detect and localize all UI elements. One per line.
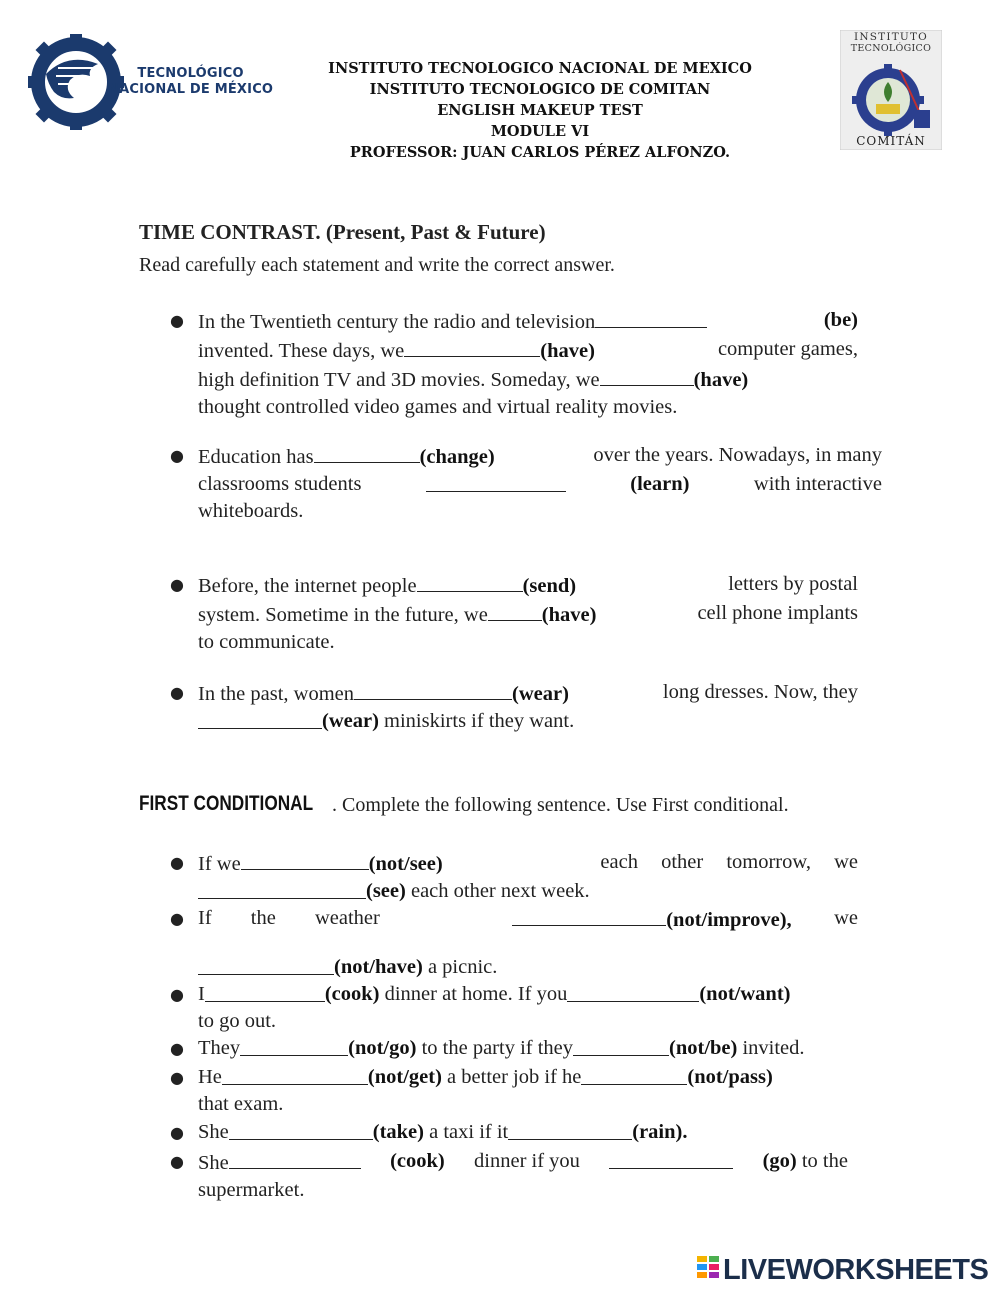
answer-blank[interactable] <box>241 849 369 870</box>
itc-logo-top-text: INSTITUTO TECNOLÓGICO <box>850 31 932 54</box>
answer-blank[interactable] <box>240 1035 348 1056</box>
list-item: ● They (not/go) to the party if they (not/be) invited. <box>198 1035 898 1062</box>
answer-blank[interactable] <box>417 571 523 592</box>
itc-logo-bottom-text: COMITÁN <box>856 134 926 148</box>
list-item: ● Education has (change) over the years. Nowadays, in many classrooms students (learn) with interactive whiteboards. <box>170 444 882 522</box>
header-line-test: ENGLISH MAKEUP TEST <box>437 102 643 119</box>
section-instruction: Read carefully each statement and write the correct answer. <box>139 254 615 276</box>
answer-blank[interactable] <box>609 1148 733 1169</box>
list-item: ● Before, the internet people (send) letters by postal system. Sometime in the future, we (have) cell phone implants to communicate. <box>170 573 858 653</box>
list-item: ● In the Twentieth century the radio and television (be) invented. These days, we (have) computer games, high definition TV and 3D movies. Someday, we (have) thought controlled video games and virtual reality movies. <box>170 309 858 418</box>
answer-blank[interactable] <box>512 905 666 926</box>
liveworksheets-icon <box>697 1256 721 1284</box>
answer-blank[interactable] <box>314 442 420 463</box>
answer-blank[interactable] <box>404 336 540 357</box>
answer-blank[interactable] <box>595 307 707 328</box>
liveworksheets-brand: LIVEWORKSHEETS <box>723 1253 989 1286</box>
answer-blank[interactable] <box>508 1119 632 1140</box>
bullet-icon: ● <box>170 446 184 465</box>
list-item: ● She (take) a taxi if it (rain). <box>198 1119 858 1146</box>
answer-blank[interactable] <box>354 679 512 700</box>
bullet-icon: ● <box>170 1123 184 1142</box>
section-title-time-contrast: TIME CONTRAST. (Present, Past & Future) <box>139 220 546 244</box>
bullet-icon: ● <box>170 683 184 702</box>
section-heading-first-conditional <box>139 792 789 817</box>
list-item: ● If the weather (not/improve), we (not/have) a picnic. <box>170 907 858 978</box>
answer-blank[interactable] <box>222 1064 368 1085</box>
answer-blank[interactable] <box>229 1148 361 1169</box>
answer-blank[interactable] <box>567 981 699 1002</box>
header-line-module: MODULE VI <box>490 123 590 140</box>
answer-blank[interactable] <box>198 954 334 975</box>
list-item: ● He (not/get) a better job if he (not/pass) that exam. <box>170 1066 773 1115</box>
list-item: ● If we (not/see) each other tomorrow, we (see) each other next week. <box>170 851 858 902</box>
answer-blank[interactable] <box>229 1119 373 1140</box>
answer-blank[interactable] <box>573 1035 669 1056</box>
answer-blank[interactable] <box>488 600 542 621</box>
bullet-icon: ● <box>170 575 184 594</box>
bullet-icon: ● <box>170 1039 184 1058</box>
section-title-first-conditional: FIRST CONDITIONAL <box>139 792 314 815</box>
section-instruction: . Complete the following sentence. Use First conditional. <box>332 794 789 816</box>
answer-blank[interactable] <box>581 1064 687 1085</box>
bullet-icon: ● <box>170 1068 184 1087</box>
answer-blank[interactable] <box>198 708 322 729</box>
list-item: ● In the past, women (wear) long dresses. Now, they (wear) miniskirts if they want. <box>170 681 858 732</box>
bullet-icon: ● <box>170 853 184 872</box>
header-line-campus: INSTITUTO TECNOLOGICO DE COMITAN <box>369 81 711 98</box>
list-item: ● She (cook) dinner if you (go) to the supermarket. <box>170 1150 848 1201</box>
answer-blank[interactable] <box>205 981 325 1002</box>
liveworksheets-logo <box>697 1254 988 1286</box>
list-item: ● I (cook) dinner at home. If you (not/want) to go out. <box>170 983 791 1032</box>
tecnm-logo-text: TECNOLÓGICO NACIONAL DE MÉXICO <box>108 66 274 97</box>
bullet-icon: ● <box>170 985 184 1004</box>
answer-blank[interactable] <box>426 471 566 492</box>
bullet-icon: ● <box>170 311 184 330</box>
answer-blank[interactable] <box>600 365 694 386</box>
bullet-icon: ● <box>170 909 184 928</box>
header-line-professor: PROFESSOR: JUAN CARLOS PÉREZ ALFONZO. <box>349 144 731 161</box>
answer-blank[interactable] <box>198 878 366 899</box>
bullet-icon: ● <box>170 1152 184 1171</box>
document-header <box>290 58 790 163</box>
header-line-institute: INSTITUTO TECNOLOGICO NACIONAL DE MEXICO <box>328 60 752 77</box>
